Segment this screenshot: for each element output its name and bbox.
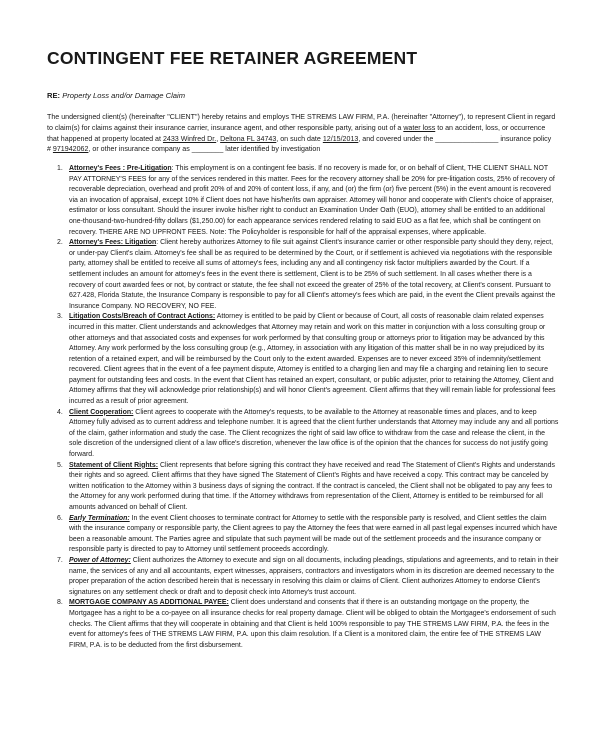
section-5 (47, 461, 559, 514)
section-text: Client represents that before signing this contract they have received and read The Statement of Client's Rights and understands their rights and so agreed. Client affirms that they have signed The Statement of Client's Rights and have received a copy. This contract may be canceled by written notification to the Attorney within 3 business days of signing the contract. If the contract is canceled, the Client shall not be obligated to pay any fees to the Attorney for any work performed during that time. If the Attorney withdraws from representation of the Client, Attorney is entitled to be reimbursed for all amounts advanced on behalf of Client. (69, 461, 555, 511)
section-heading: Power of Attorney: (69, 556, 131, 564)
section-heading: Client Cooperation: (69, 408, 134, 416)
intro-text: , or other insurance company as ________ later identified by investigation (88, 145, 321, 154)
section-number: 6. (57, 514, 63, 522)
intro-text: The undersigned client(s) (hereinafter "CLIENT") hereby retains and employs THE STREMS LAW FIRM, P.A. (hereinafter "Attorney"), to represent Client in regard to claim(s) for claims against their insurance carrier, insurance agent, and other responsible party, arising out of a (47, 113, 556, 132)
section-heading: Litigation Costs/Breach of Contract Actions: (69, 313, 216, 321)
re-subject: Property Loss and/or Damage Claim (62, 91, 186, 100)
intro-paragraph (47, 112, 557, 155)
section-text: : Client hereby authorizes Attorney to file suit against Client's insurance carrier or other responsible party should they deny, reject, or under-pay Client's claim. Attorney's fee shall be as required to be determined by the Court, or if settlement is achieved via negotiations with the responsible party, attorney shall be entitled to receive all sums of attorney's fees, including any and all contingency risk factor multipliers awarded by the Court. If a settlement includes an amount for attorney's fees in the event there is settlement, Client is to be 25% of such settlement. In all cases whether there is a recovery of court awarded fees or not, by contract or statute, the fee shall not exceed the greater of 25% of the total recovery, at Client's consent. Pursuant to 627.428, Florida Statute, the Insurance Company is responsible to pay for all Client's attorney's fees which are paid, in the event the Client prevails against the Insurance Company. NO RECOVERY, NO FEE. (69, 239, 556, 310)
section-number: 7. (57, 556, 63, 564)
intro-text: , (216, 134, 221, 143)
section-number: 5. (57, 461, 63, 469)
loss-type-field: water loss (403, 123, 436, 132)
section-text: Client agrees to cooperate with the Attorney's requests, to be available to the Attorney at reasonable times and places, and to keep Attorney fully advised as to current address and telephone number. It is agreed that the client further understands that Attorney may include any and all portions of the claim, gather information and study the case. The Client recognizes the right of said law office to withdraw from the case and release the client, in the sole discretion of the undersigned client of a law office's discretion, whenever the law office is of the opinion that the chances for success do not justify going forward. (69, 408, 559, 459)
section-heading: Statement of Client Rights: (69, 461, 159, 469)
address-field: 2433 Winfred Dr. (162, 134, 217, 143)
section-7 (47, 556, 559, 598)
section-number: 1. (57, 165, 63, 172)
re-label: RE: (47, 91, 61, 100)
document-title: CONTINGENT FEE RETAINER AGREEMENT (47, 48, 418, 68)
section-heading: MORTGAGE COMPANY AS ADDITIONAL PAYEE: (69, 599, 229, 607)
sections-list (47, 164, 559, 651)
city-field: Deltona FL 34743 (220, 134, 277, 143)
date-field: 12/15/2013 (322, 134, 359, 143)
section-text: : This employment is on a contingent fee basis. If no recovery is made for, or on behalf of Client, THE CLIENT SHALL NOT PAY ATTORNEY'S FEES for any of the services rendered in this matter. Fees for the recovery attorney shall be 20% for pre-litigation costs, 25% of recovery of recoverable depreciation, overhead and profit 20% of and 20% of content loss, if any, and (or) the firm (or) five percent (5%) in the event amount is recovered via an invocation of appraisal, except 10% if Client does not have his/her/its own appraiser. Attorney will honor and cooperate with Client's choice of appraiser, estimator or loss consultant. Should the insurer invoke his/her right to conduct an Examination Under Oath (EUO), attorney shall be entitled to an additional one-thousand-two-hundred-fifty dollars ($1,250.00) for each appearance services rendered relating to said EUO as a flat fee, which shall be contingent on recovery. THERE ARE NO UPFRONT FEES. Note: The Policyholder is responsible for half of the appraisal expenses, where applicable. (69, 165, 555, 236)
section-text: In the event Client chooses to terminate contract for Attorney to settle with the responsible party is resolved, and Client settles the claim with the insurance company or responsible party, the Client agrees to pay the Attorney the fees that were earned in all past legal expenses incurred which have been a reasonable amount. The Parties agree and stipulate that such payment will be made out of the settlement proceeds and the insurance company or responsible party is directed to pay to Attorney until settlement proceeds accordingly. (69, 514, 558, 554)
section-number: 4. (57, 408, 63, 416)
intro-text: , and covered under the ________________ insurance policy # (47, 134, 552, 154)
re-line (47, 91, 185, 100)
section-4 (47, 408, 559, 461)
policy-number-field: 971942062 (52, 145, 89, 154)
section-3 (47, 312, 559, 407)
section-6 (47, 514, 559, 556)
section-number: 2. (57, 239, 63, 247)
section-number: 8. (57, 599, 63, 607)
intro-text: to an accident, loss, or occurrence that happened at property located at (47, 123, 546, 143)
section-text: Client authorizes the Attorney to execute and sign on all documents, including pleadings, stipulations and agreements, and to retain in their name, the services of any and all accountants, expert witnesses, appraisers, contractors and investigators whom in its discretion are deemed necessary to the proper preparation of the action described herein that is necessary in resolving this claim or claims of Client. Client authorizes Attorney to endorse Client's signatures on any settlement check or draft and to deposit check into Attorney's trust account. (69, 556, 559, 596)
section-1 (47, 164, 559, 238)
section-heading: Attorney's Fees : Pre-Litigation (69, 165, 172, 172)
section-text: Attorney is entitled to be paid by Client or because of Court, all costs of reasonable claim related expenses incurred in this matter. Client understands and acknowledges that Attorney may retain and work on this matter in conjunction with a loss consulting group or other attorneys and that associated costs and expenses for work performed by that consulting group or attorneys prior to litigation may be advanced by this Attorney. Any work performed by the loss consulting group (e.g., Attorney, in association with any litigation of this matter shall be in no way prejudiced by its retention of a retained expert, and will be reimbursed by the Court only to the extent awarded. Expenses are to never exceed 35% of indemnity/settlement recovered. Client agrees that in the event of a fee payment dispute, Attorney is entitled to a charging lien and may file a charging and retaining lien to secure payment for outstanding fees and costs. In the event that Client has retained an expert, consultant, or public adjuster, prior to retaining the Attorney, Client and Attorney affirms that they will acknowledge prior relationship(s) and will honor Client's agreement. Client affirms that they will remain liable for professional fees incurred as a result of prior agreement. (69, 313, 556, 406)
intro-text: , on such date (276, 134, 323, 143)
section-heading: Attorney's Fees: Litigation (69, 239, 157, 247)
section-8 (47, 598, 559, 651)
section-text: Client does understand and consents that if there is an outstanding mortgage on the property, the Mortgagee has a right to be a co-payee on all insurance checks for real property damage. Client will be obliged to obtain the Mortgagee's endorsement of such checks. The Client affirms that they will cooperate in obtaining and that Client is held 100% responsible to pay THE STREMS LAW FIRM, P.A. the fees in the event for attorney's fees of THE STREMS LAW FIRM, P.A. upon this claim resolution. If a Client is a monitored claim, the entire fee of THE STREMS LAW FIRM, P.A. is to be deducted from the first disbursement. (69, 599, 556, 649)
section-number: 3. (57, 313, 63, 321)
section-heading: Early Termination: (69, 514, 130, 522)
section-2 (47, 238, 559, 312)
